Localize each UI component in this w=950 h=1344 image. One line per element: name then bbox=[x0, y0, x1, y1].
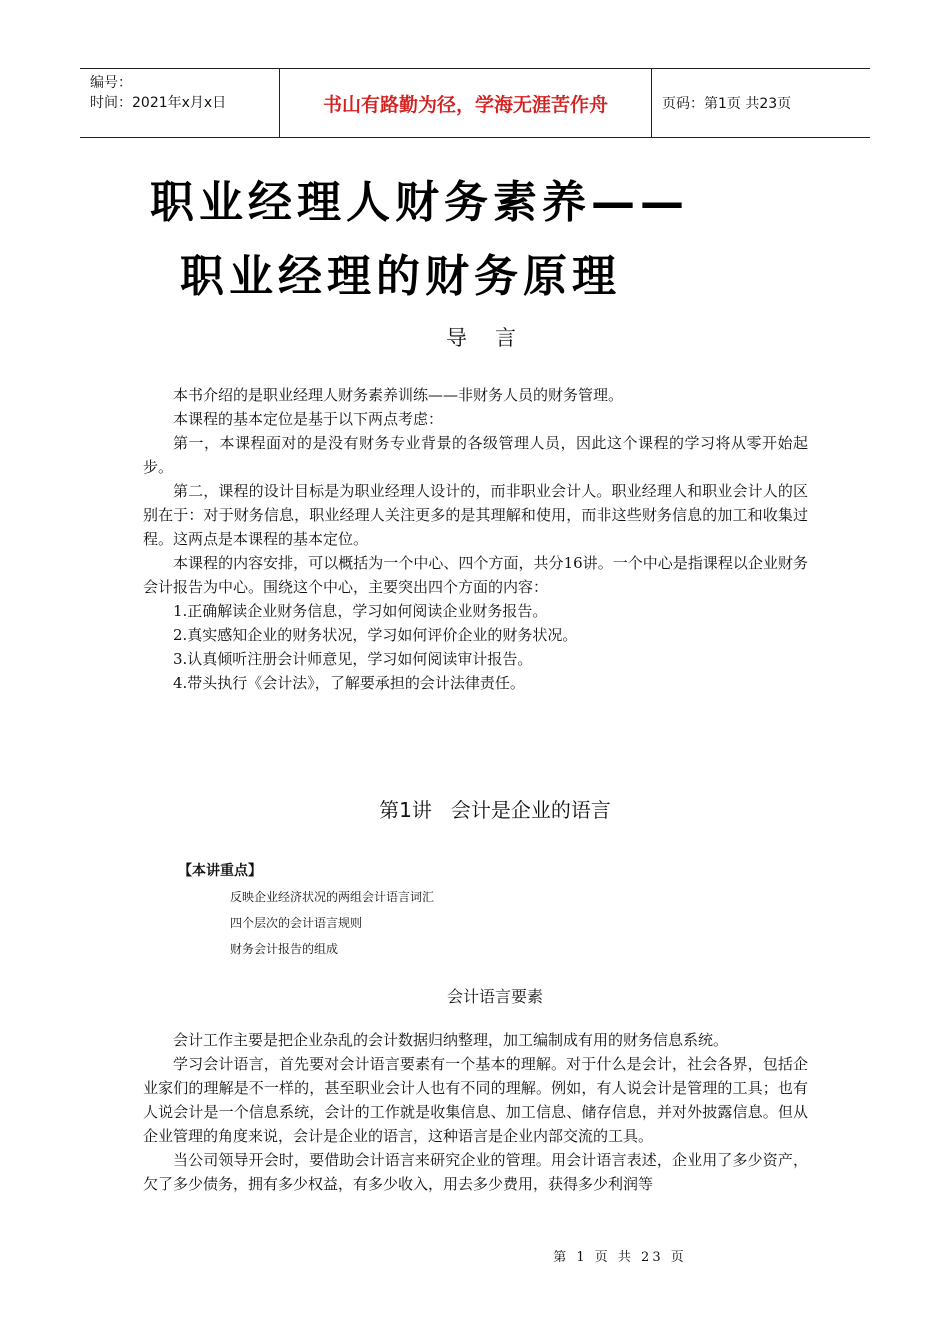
time-label: 时间：2021年x月x日 bbox=[90, 95, 227, 111]
document-title-line1: 职业经理人财务素养—— bbox=[150, 177, 689, 228]
intro-list-item: 1.正确解读企业财务信息，学习如何阅读企业财务报告。 bbox=[173, 602, 548, 620]
lecture-title: 第1讲 会计是企业的语言 bbox=[379, 798, 611, 822]
number-label: 编号： bbox=[90, 75, 132, 91]
intro-heading: 导言 bbox=[446, 326, 544, 350]
section-paragraph: 会计工作主要是把企业杂乱的会计数据归纳整理，加工编制成有用的财务信息系统。 bbox=[173, 1031, 729, 1049]
intro-list-item: 4.带头执行《会计法》，了解要承担的会计法律责任。 bbox=[173, 674, 525, 692]
page-footer: 第 1 页 共 23 页 bbox=[553, 1250, 687, 1265]
focus-item: 四个层次的会计语言规则 bbox=[230, 916, 363, 930]
header-meta bbox=[80, 69, 280, 137]
intro-paragraph: 本课程的基本定位是基于以下两点考虑： bbox=[173, 410, 444, 428]
header-motto: 书山有路勤为径，学海无涯苦作舟 bbox=[280, 69, 652, 137]
intro-paragraph: 本书介绍的是职业经理人财务素养训练——非财务人员的财务管理。 bbox=[173, 386, 624, 404]
page-header bbox=[80, 68, 870, 138]
document-title-line2: 职业经理的财务原理 bbox=[180, 251, 621, 302]
intro-paragraph: 第一，本课程面对的是没有财务专业背景的各级管理人员，因此这个课程的学习将从零开始起步。 bbox=[143, 434, 808, 476]
intro-body bbox=[143, 383, 808, 695]
intro-paragraph: 第二，课程的设计目标是为职业经理人设计的，而非职业会计人。职业经理人和职业会计人的区别在于：对于财务信息，职业经理人关注更多的是其理解和使用，而非这些财务信息的加工和收集过程。这两点是本课程的基本定位。 bbox=[143, 482, 808, 548]
intro-list-item: 2.真实感知企业的财务状况，学习如何评价企业的财务状况。 bbox=[173, 626, 578, 644]
section-title: 会计语言要素 bbox=[446, 987, 543, 1006]
intro-list-item: 3.认真倾听注册会计师意见，学习如何阅读审计报告。 bbox=[173, 650, 533, 668]
focus-list bbox=[230, 884, 434, 962]
section-body bbox=[143, 1028, 808, 1196]
header-page-label: 页码：第1页 共23页 bbox=[662, 96, 792, 112]
section-paragraph: 学习会计语言，首先要对会计语言要素有一个基本的理解。对于什么是会计，社会各界，包括企业家们的理解是不一样的，甚至职业会计人也有不同的理解。例如，有人说会计是管理的工具；也有人说会计是一个信息系统，会计的工作就是收集信息、加工信息、储存信息，并对外披露信息。但从企业管理的角度来说，会计是企业的语言，这种语言是企业内部交流的工具。 bbox=[143, 1055, 808, 1145]
focus-item: 反映企业经济状况的两组会计语言词汇 bbox=[230, 890, 435, 904]
intro-paragraph: 本课程的内容安排，可以概括为一个中心、四个方面，共分16讲。一个中心是指课程以企业财务会计报告为中心。围绕这个中心，主要突出四个方面的内容： bbox=[143, 554, 808, 596]
focus-item: 财务会计报告的组成 bbox=[230, 942, 339, 956]
section-paragraph: 当公司领导开会时，要借助会计语言来研究企业的管理。用会计语言表述，企业用了多少资产，欠了多少债务，拥有多少权益，有多少收入，用去多少费用，获得多少利润等 bbox=[143, 1151, 808, 1193]
focus-label: 【本讲重点】 bbox=[178, 863, 262, 879]
